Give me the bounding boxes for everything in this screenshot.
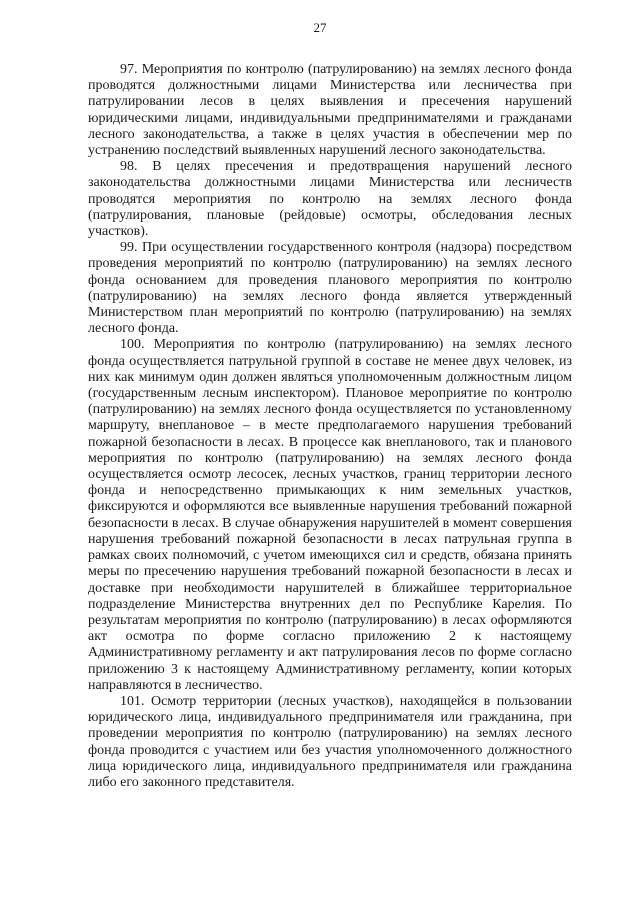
document-body: [88, 62, 572, 791]
paragraph-98: 98. В целях пресечения и предотвращения нарушений лесного законодательства должностными лицами Министерства или лесничеств проводятся мероприятия по контролю на землях лесного фонда (патрулирования, плановые (рейдовые) осмотры, обследования лесных участков).: [88, 159, 572, 240]
paragraph-100: 100. Мероприятия по контролю (патрулированию) на землях лесного фонда осуществляется патрульной группой в составе не менее двух человек, из них как минимум один должен являться уполномоченным должностным лицом (государственным лесным инспектором). Плановое мероприятие по контролю (патрулированию) на землях лесного фонда осуществляется по установленному маршруту, внеплановое – в месте предполагаемого нарушения требований пожарной безопасности в лесах. В процессе как внепланового, так и планового мероприятия по контролю (патрулированию) на землях лесного фонда осуществляется осмотр лесосек, лесных участков, границ территории лесного фонда и непосредственно примыкающих к ним земельных участков, фиксируются и оформляются все выявленные нарушения требований пожарной безопасности в лесах. В случае обнаружения нарушителей в момент совершения нарушения требований пожарной безопасности в лесах патрульная группа в рамках своих полномочий, с учетом имеющихся сил и средств, обязана принять меры по пресечению нарушения требований пожарной безопасности в лесах и доставке при необходимости нарушителей в ближайшее территориальное подразделение Министерства внутренних дел по Республике Карелия. По результатам мероприятия по контролю (патрулированию) в лесах оформляются акт осмотра по форме согласно приложению 2 к настоящему Административному регламенту и акт патрулирования лесов по форме согласно приложению 3 к настоящему Административному регламенту, копии которых направляются в лесничество.: [88, 337, 572, 693]
paragraph-99: 99. При осуществлении государственного контроля (надзора) посредством проведения мероприятий по контролю (патрулированию) на землях лесного фонда основанием для проведения планового мероприятия по контролю (патрулированию) на землях лесного фонда является утвержденный Министерством план мероприятий по контролю (патрулированию) на землях лесного фонда.: [88, 240, 572, 337]
paragraph-97: 97. Мероприятия по контролю (патрулированию) на землях лесного фонда проводятся должностными лицами Министерства или лесничества при патрулировании лесов в целях выявления и пресечения нарушений юридическими лицами, индивидуальными предпринимателями и гражданами лесного законодательства, а также в целях участия в обеспечении мер по устранению последствий выявленных нарушений лесного законодательства.: [88, 62, 572, 159]
page-number: 27: [313, 20, 327, 35]
paragraph-101: 101. Осмотр территории (лесных участков), находящейся в пользовании юридического лица, индивидуального предпринимателя или гражданина, при проведении мероприятия по контролю (патрулированию) на землях лесного фонда проводится с участием или без участия уполномоченного должностного лица юридического лица, индивидуального предпринимателя или гражданина либо его законного представителя.: [88, 693, 572, 790]
